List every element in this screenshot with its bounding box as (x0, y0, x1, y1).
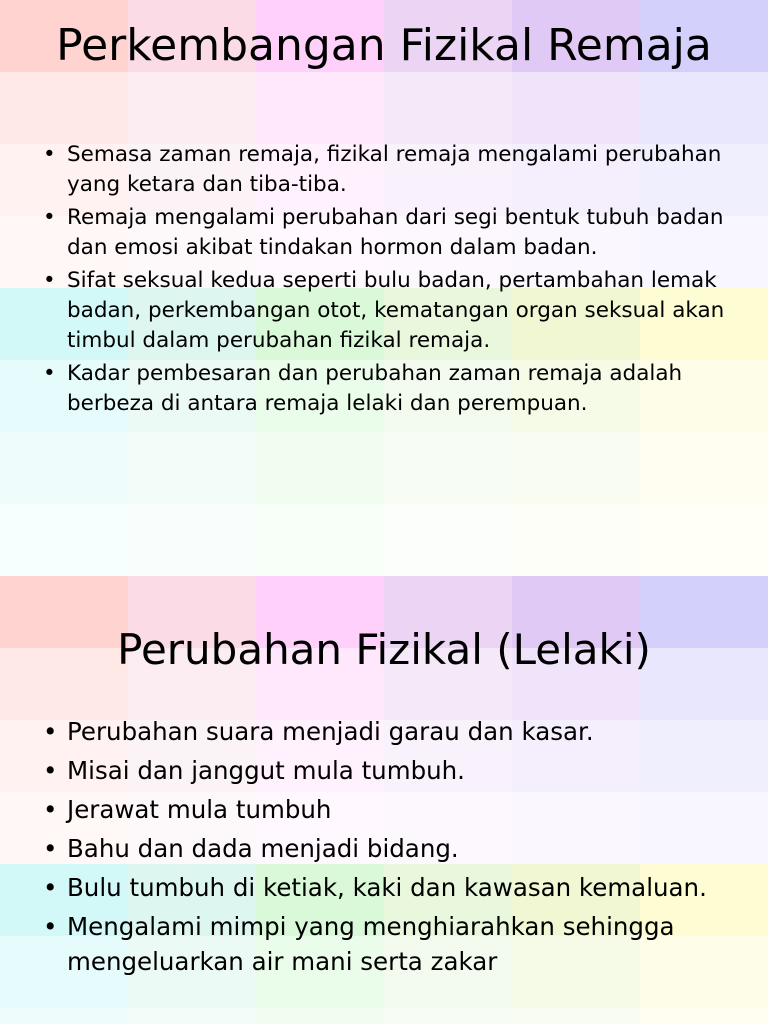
bullet-item: • Bahu dan dada menjadi bidang. (40, 831, 728, 866)
bullet-item: • Sifat seksual kedua seperti bulu badan, pertambahan lemak badan, perkembangan otot, kematangan organ seksual akan timbul dalam perubahan fizikal remaja. (40, 266, 728, 356)
bullet-item: • Kadar pembesaran dan perubahan zaman remaja adalah berbeza di antara remaja lelaki dan perempuan. (40, 359, 728, 419)
bullet-list (40, 714, 728, 983)
bullet-item: • Mengalami mimpi yang menghiarahkan sehingga mengeluarkan air mani serta zakar (40, 909, 728, 979)
slide-perubahan-fizikal-lelaki (0, 576, 768, 1024)
bullet-item: • Remaja mengalami perubahan dari segi bentuk tubuh badan dan emosi akibat tindakan hormon dalam badan. (40, 203, 728, 263)
slide-title: Perkembangan Fizikal Remaja (56, 20, 712, 71)
bullet-item: • Misai dan janggut mula tumbuh. (40, 753, 728, 788)
bullet-list (40, 140, 728, 422)
bullet-item: • Perubahan suara menjadi garau dan kasar. (40, 714, 728, 749)
slide-title: Perubahan Fizikal (Lelaki) (117, 625, 651, 674)
bullet-item: • Semasa zaman remaja, fizikal remaja mengalami perubahan yang ketara dan tiba-tiba. (40, 140, 728, 200)
bullet-item: • Bulu tumbuh di ketiak, kaki dan kawasan kemaluan. (40, 870, 728, 905)
bullet-item: • Jerawat mula tumbuh (40, 792, 728, 827)
